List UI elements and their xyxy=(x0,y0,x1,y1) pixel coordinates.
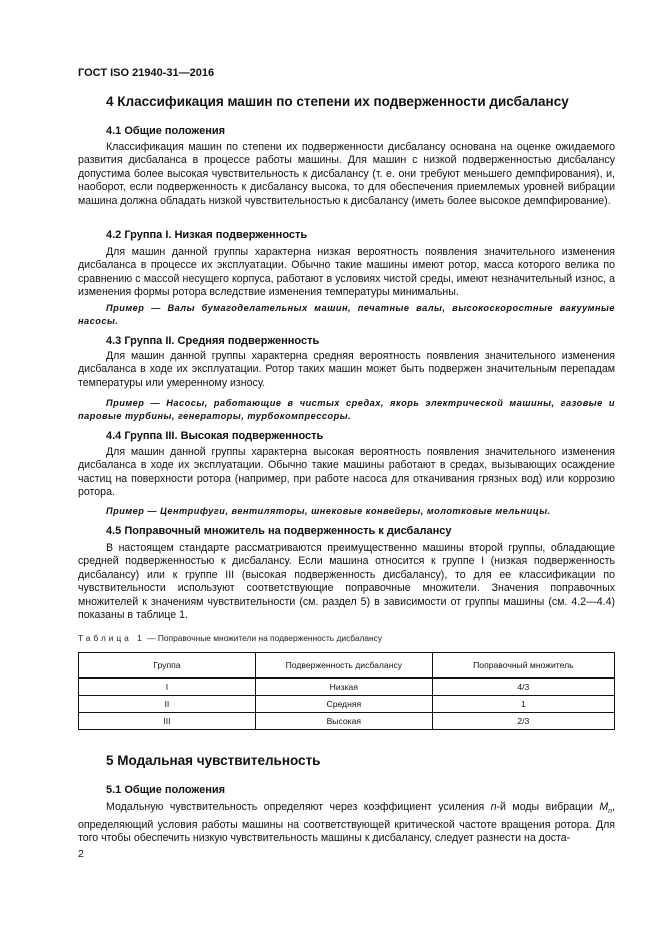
table-header-cell: Группа xyxy=(79,653,256,679)
section-4-3-paragraph: Для машин данной группы характерна средняя вероятность появления значительного изменения дисбаланса в ходе их эксплуатации. Ротор таких машин может быть подвержен значительным перепадам температуры или умеренному износу. xyxy=(78,350,615,389)
section-4-3-example: Пример — Насосы, работающие в чистых средах, якорь электрической машины, газовые и паровые турбины, генераторы, турбокомпрессоры. xyxy=(78,398,615,422)
table-caption-label: Таблица 1 xyxy=(78,633,145,643)
text-run: -й моды вибрации xyxy=(496,801,600,813)
var-m: M xyxy=(599,801,609,813)
section-5-title: 5 Модальная чувствительность xyxy=(106,753,321,768)
section-5-1-paragraph xyxy=(78,801,615,845)
table-cell: III xyxy=(79,713,256,730)
table-cell: II xyxy=(79,696,256,713)
text-run: Модальную чувствительность определяют через коэффициент усиления xyxy=(106,801,491,813)
var-n: n xyxy=(490,801,497,813)
table-cell: Низкая xyxy=(255,678,432,696)
table-row xyxy=(79,696,615,713)
document-header: ГОСТ ISO 21940-31—2016 xyxy=(78,67,215,79)
table-cell: 4/3 xyxy=(432,678,614,696)
table-header-row xyxy=(79,653,615,679)
page-number: 2 xyxy=(78,848,84,860)
section-4-4-title: 4.4 Группа III. Высокая подверженность xyxy=(106,430,324,442)
section-4-2-paragraph: Для машин данной группы характерна низкая вероятность появления значительного изменения дисбаланса в процессе их эксплуатации. Обычно такие машины имеют ротор, масса которого велика по сравнению с массой несущего корпуса, работают в условиях чистой среды, имеют незначительный износ, а изменения формы ротора вследствие изменения температуры минимальны. xyxy=(78,246,615,299)
table-row xyxy=(79,678,615,696)
section-4-1-title: 4.1 Общие положения xyxy=(106,125,226,137)
section-4-title: 4 Классификация машин по степени их подверженности дисбалансу xyxy=(106,94,569,109)
table-caption-text: — Поправочные множители на подверженность дисбалансу xyxy=(144,633,383,643)
section-4-4-paragraph: Для машин данной группы характерна высокая вероятность появления значительного изменения дисбаланса в ходе их эксплуатации. Обычно такие машины работают в средах, вызывающих осаждение частиц на поверхности ротора (например, при работе насоса для откачивания грязных вод) или коррозию ротора. xyxy=(78,446,615,499)
section-4-5-paragraph: В настоящем стандарте рассматриваются преимущественно машины второй группы, обладающие средней подверженностью к дисбалансу. Если машина относится к группе I (низкая подверженность дисбалансу) или к группе III (высокая подверженность дисбалансу), то для ее классификации по чувствительности используют соответствующие поправочные множители. Значения поправочных множителей к значениям чувствительности (см. раздел 5) в зависимости от группы машины (см. 4.2—4.4) показаны в таблице 1. xyxy=(78,542,615,622)
table-header-cell: Поправочный множитель xyxy=(432,653,614,679)
table-caption xyxy=(78,633,615,643)
section-4-4-example: Пример — Центрифуги, вентиляторы, шнековые конвейеры, молотковые мельницы. xyxy=(106,506,551,516)
correction-factor-table xyxy=(78,652,615,730)
section-5-1-title: 5.1 Общие положения xyxy=(106,784,226,796)
table-cell: I xyxy=(79,678,256,696)
section-4-2-example: Пример — Валы бумагоделательных машин, печатные валы, высокоскоростные вакуумные насосы. xyxy=(78,303,615,327)
table-cell: Средняя xyxy=(255,696,432,713)
table-row xyxy=(79,713,615,730)
var-m-subscript: n xyxy=(608,808,613,816)
table-cell: 1 xyxy=(432,696,614,713)
section-4-2-title: 4.2 Группа I. Низкая подверженность xyxy=(106,229,308,241)
section-4-3-title: 4.3 Группа II. Средняя подверженность xyxy=(106,335,320,347)
table-cell: Высокая xyxy=(255,713,432,730)
section-4-5-title: 4.5 Поправочный множитель на подверженность к дисбалансу xyxy=(106,525,452,537)
text-run: , определяющий условия работы машины на соответствующей критической частоте вращения ротора. Для того чтобы обеспечить низкую чувствительность машины к дисбалансу, следует разнести на доста- xyxy=(78,801,615,844)
table-cell: 2/3 xyxy=(432,713,614,730)
table-header-cell: Подверженность дисбалансу xyxy=(255,653,432,679)
section-4-1-paragraph: Классификация машин по степени их подверженности дисбалансу основана на оценке ожидаемого развития дисбаланса в процессе работы машины. Для машин с низкой подверженностью дисбалансу допустима более высокая чувствительность к дисбалансу (т. е. они требуют меньшего демпфирования), и, наоборот, если подверженность к дисбалансу высока, то для обеспечения приемлемых уровней вибрации машина должна обладать низкой чувствительностью к дисбалансу (иметь более высокое демпфирование). xyxy=(78,141,615,207)
